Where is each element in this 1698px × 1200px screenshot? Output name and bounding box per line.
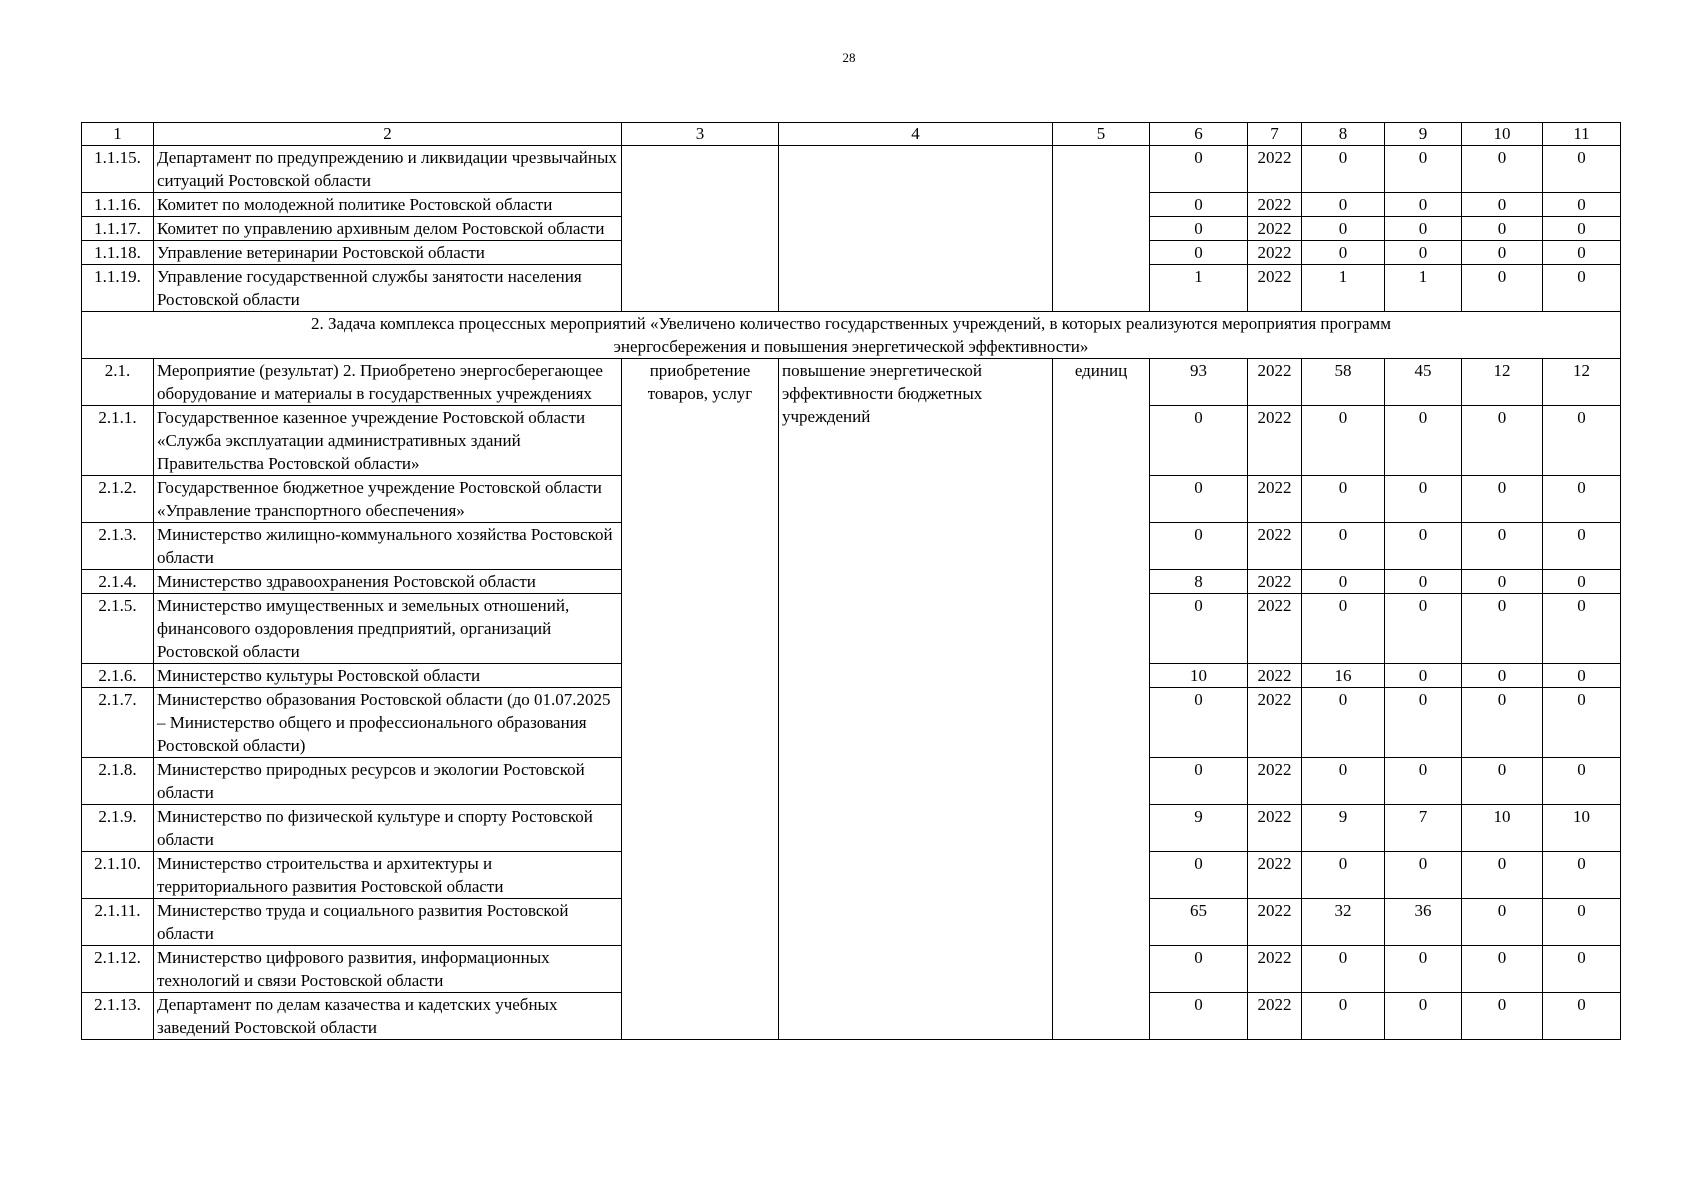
value-cell: 0 [1302,241,1385,265]
value-cell: 8 [1150,570,1248,594]
value-cell: 58 [1302,359,1385,406]
value-cell: 0 [1302,570,1385,594]
value-cell: 0 [1150,193,1248,217]
value-cell: 0 [1462,193,1543,217]
section-title-row [82,312,1621,359]
value-cell: 0 [1385,688,1462,758]
row-name: Департамент по делам казачества и кадетских учебных заведений Ростовской области [154,993,622,1040]
value-cell: 12 [1543,359,1621,406]
row-number: 2.1.8. [82,758,154,805]
column-number: 3 [622,123,779,146]
value-cell: 2022 [1248,899,1302,946]
column-number: 5 [1053,123,1150,146]
value-cell: 9 [1302,805,1385,852]
value-cell: 0 [1150,217,1248,241]
value-cell: 0 [1150,688,1248,758]
row-name: Министерство образования Ростовской области (до 01.07.2025 – Министерство общего и профессионального образования Ростовской области) [154,688,622,758]
value-cell: 0 [1302,758,1385,805]
row-name: Министерство труда и социального развития Ростовской области [154,899,622,946]
row-number: 2.1.6. [82,664,154,688]
row-number: 2.1.3. [82,523,154,570]
value-cell: 0 [1543,594,1621,664]
value-cell: 0 [1150,476,1248,523]
value-cell: 2022 [1248,265,1302,312]
value-cell: 0 [1462,406,1543,476]
value-cell: 0 [1543,406,1621,476]
value-cell: 0 [1385,241,1462,265]
value-cell: 0 [1150,993,1248,1040]
value-cell: 0 [1302,217,1385,241]
row-number: 1.1.17. [82,217,154,241]
value-cell: 0 [1302,523,1385,570]
value-cell: 0 [1385,570,1462,594]
value-cell: 0 [1385,217,1462,241]
value-cell: 0 [1543,688,1621,758]
value-cell: 0 [1543,993,1621,1040]
value-cell: 0 [1462,265,1543,312]
value-cell: 0 [1302,193,1385,217]
value-cell: 7 [1385,805,1462,852]
value-cell: 0 [1462,946,1543,993]
empty-cell [1053,146,1150,312]
value-cell: 2022 [1248,406,1302,476]
row-number: 2.1.11. [82,899,154,946]
value-cell: 2022 [1248,476,1302,523]
value-cell: 0 [1543,758,1621,805]
value-cell: 1 [1385,265,1462,312]
value-cell: 0 [1462,688,1543,758]
value-cell: 0 [1543,217,1621,241]
value-cell: 32 [1302,899,1385,946]
value-cell: 0 [1462,993,1543,1040]
row-name: Министерство цифрового развития, информационных технологий и связи Ростовской области [154,946,622,993]
row-name: Министерство жилищно-коммунального хозяйства Ростовской области [154,523,622,570]
empty-cell [622,146,779,312]
value-cell: 0 [1302,852,1385,899]
value-cell: 0 [1150,241,1248,265]
value-cell: 0 [1543,146,1621,193]
value-cell: 0 [1302,946,1385,993]
value-cell: 0 [1543,946,1621,993]
value-cell: 2022 [1248,193,1302,217]
value-cell: 45 [1385,359,1462,406]
value-cell: 0 [1385,476,1462,523]
measure-type: приобретение товаров, услуг [622,359,779,1040]
value-cell: 0 [1385,523,1462,570]
value-cell: 0 [1385,664,1462,688]
row-name: Государственное казенное учреждение Ростовской области «Служба эксплуатации административных зданий Правительства Ростовской области» [154,406,622,476]
value-cell: 0 [1543,193,1621,217]
value-cell: 0 [1543,476,1621,523]
value-cell: 0 [1543,523,1621,570]
value-cell: 0 [1302,993,1385,1040]
value-cell: 0 [1462,217,1543,241]
value-cell: 2022 [1248,570,1302,594]
value-cell: 0 [1462,899,1543,946]
row-name: Министерство по физической культуре и спорту Ростовской области [154,805,622,852]
value-cell: 65 [1150,899,1248,946]
value-cell: 2022 [1248,217,1302,241]
value-cell: 2022 [1248,523,1302,570]
value-cell: 0 [1543,899,1621,946]
table-body [82,123,1621,1040]
row-name: Мероприятие (результат) 2. Приобретено энергосберегающее оборудование и материалы в государственных учреждениях [154,359,622,406]
value-cell: 1 [1302,265,1385,312]
column-number: 2 [154,123,622,146]
column-number: 7 [1248,123,1302,146]
value-cell: 0 [1462,664,1543,688]
value-cell: 9 [1150,805,1248,852]
value-cell: 0 [1462,146,1543,193]
value-cell: 0 [1150,594,1248,664]
measure-unit: единиц [1053,359,1150,1040]
value-cell: 0 [1543,664,1621,688]
row-number: 1.1.18. [82,241,154,265]
value-cell: 0 [1150,852,1248,899]
value-cell: 0 [1543,265,1621,312]
value-cell: 0 [1543,570,1621,594]
column-number: 8 [1302,123,1385,146]
row-name: Департамент по предупреждению и ликвидации чрезвычайных ситуаций Ростовской области [154,146,622,193]
value-cell: 2022 [1248,946,1302,993]
page-number: 28 [842,50,856,65]
value-cell: 2022 [1248,359,1302,406]
value-cell: 2022 [1248,594,1302,664]
row-number: 2.1.9. [82,805,154,852]
column-number: 10 [1462,123,1543,146]
value-cell: 0 [1462,241,1543,265]
value-cell: 0 [1302,406,1385,476]
value-cell: 0 [1462,852,1543,899]
value-cell: 0 [1385,993,1462,1040]
value-cell: 0 [1385,758,1462,805]
value-cell: 0 [1385,406,1462,476]
value-cell: 0 [1302,146,1385,193]
value-cell: 0 [1462,594,1543,664]
value-cell: 0 [1150,406,1248,476]
row-number: 2.1.10. [82,852,154,899]
column-number: 6 [1150,123,1248,146]
measure-characteristic: повышение энергетической эффективности бюджетных учреждений [779,359,1053,1040]
value-cell: 2022 [1248,241,1302,265]
value-cell: 2022 [1248,664,1302,688]
row-number: 1.1.16. [82,193,154,217]
value-cell: 2022 [1248,688,1302,758]
empty-cell [779,146,1053,312]
value-cell: 36 [1385,899,1462,946]
measures-table [81,122,1621,1040]
row-name: Управление ветеринарии Ростовской области [154,241,622,265]
value-cell: 0 [1385,146,1462,193]
row-name: Государственное бюджетное учреждение Ростовской области «Управление транспортного обеспечения» [154,476,622,523]
column-number: 1 [82,123,154,146]
value-cell: 0 [1385,594,1462,664]
row-number: 2.1.2. [82,476,154,523]
value-cell: 0 [1385,852,1462,899]
value-cell: 0 [1150,146,1248,193]
column-number: 11 [1543,123,1621,146]
value-cell: 12 [1462,359,1543,406]
value-cell: 2022 [1248,993,1302,1040]
value-cell: 0 [1302,688,1385,758]
row-name: Управление государственной службы занятости населения Ростовской области [154,265,622,312]
value-cell: 0 [1462,476,1543,523]
row-number: 2.1.4. [82,570,154,594]
value-cell: 0 [1302,594,1385,664]
value-cell: 10 [1150,664,1248,688]
column-number-row [82,123,1621,146]
value-cell: 0 [1543,241,1621,265]
value-cell: 0 [1302,476,1385,523]
row-number: 2.1.7. [82,688,154,758]
row-name: Министерство имущественных и земельных отношений, финансового оздоровления предприятий, организаций Ростовской области [154,594,622,664]
section-title: 2. Задача комплекса процессных мероприятий «Увеличено количество государственных учреждений, в которых реализуются мероприятия программ энергосбережения и повышения энергетической эффективности» [82,312,1621,359]
column-number: 4 [779,123,1053,146]
row-number: 2.1. [82,359,154,406]
value-cell: 2022 [1248,758,1302,805]
row-number: 2.1.13. [82,993,154,1040]
value-cell: 2022 [1248,805,1302,852]
row-name: Министерство строительства и архитектуры и территориального развития Ростовской области [154,852,622,899]
value-cell: 93 [1150,359,1248,406]
row-name: Комитет по молодежной политике Ростовской области [154,193,622,217]
value-cell: 10 [1462,805,1543,852]
value-cell: 0 [1150,758,1248,805]
value-cell: 0 [1462,523,1543,570]
row-name: Комитет по управлению архивным делом Ростовской области [154,217,622,241]
row-name: Министерство здравоохранения Ростовской области [154,570,622,594]
value-cell: 2022 [1248,852,1302,899]
table-row [82,146,1621,193]
column-number: 9 [1385,123,1462,146]
row-number: 2.1.1. [82,406,154,476]
value-cell: 0 [1462,570,1543,594]
value-cell: 0 [1462,758,1543,805]
value-cell: 16 [1302,664,1385,688]
row-number: 2.1.5. [82,594,154,664]
value-cell: 0 [1150,946,1248,993]
value-cell: 1 [1150,265,1248,312]
value-cell: 0 [1385,193,1462,217]
value-cell: 10 [1543,805,1621,852]
row-number: 1.1.15. [82,146,154,193]
measure-row [82,359,1621,406]
value-cell: 2022 [1248,146,1302,193]
value-cell: 0 [1543,852,1621,899]
row-number: 2.1.12. [82,946,154,993]
row-name: Министерство культуры Ростовской области [154,664,622,688]
row-name: Министерство природных ресурсов и экологии Ростовской области [154,758,622,805]
value-cell: 0 [1385,946,1462,993]
row-number: 1.1.19. [82,265,154,312]
value-cell: 0 [1150,523,1248,570]
